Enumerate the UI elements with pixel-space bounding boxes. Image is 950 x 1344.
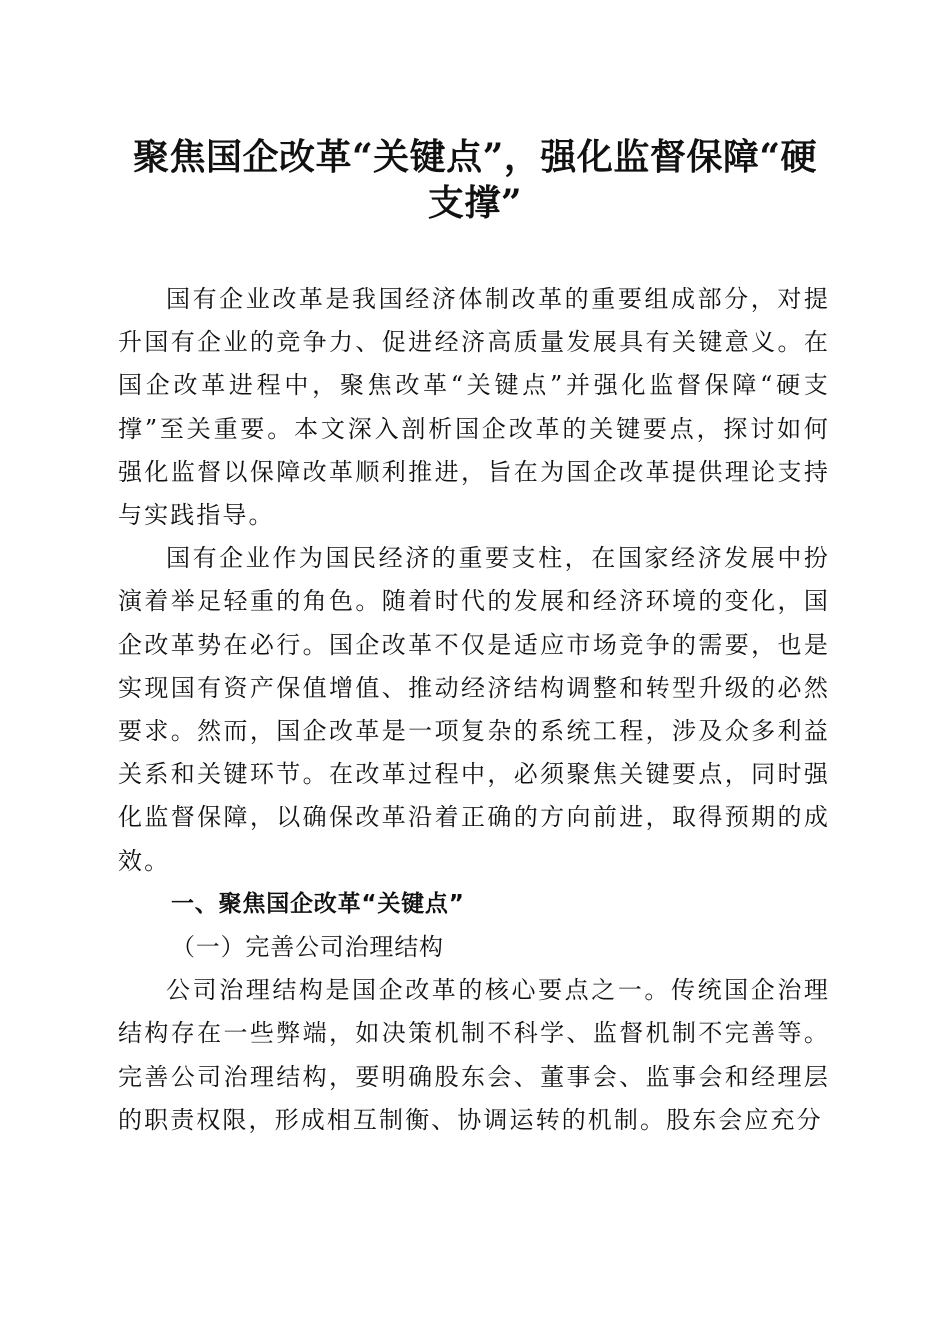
title-line-1: 聚焦国企改革“关键点”，强化监督保障“硬 (132, 136, 818, 178)
document-body (118, 278, 830, 1142)
intro-paragraph: 国有企业改革是我国经济体制改革的重要组成部分，对提升国有企业的竞争力、促进经济高质量发展具有关键意义。在国企改革进程中，聚焦改革“关键点”并强化监督保障“硬支撑”至关重要。本文深入剖析国企改革的关键要点，探讨如何强化监督以保障改革顺利推进，旨在为国企改革提供理论支持与实践指导。 (118, 285, 830, 530)
section-heading: 一、聚焦国企改革“关键点” (171, 890, 465, 917)
subsection-paragraph: 公司治理结构是国企改革的核心要点之一。传统国企治理结构存在一些弊端，如决策机制不科学、监督机制不完善等。完善公司治理结构，要明确股东会、董事会、监事会和经理层的职责权限，形成相互制衡、协调运转的机制。股东会应充分 (118, 976, 830, 1134)
title-line-2: 支撑” (427, 182, 523, 224)
background-paragraph: 国有企业作为国民经济的重要支柱，在国家经济发展中扮演着举足轻重的角色。随着时代的发展和经济环境的变化，国企改革势在必行。国企改革不仅是适应市场竞争的需要，也是实现国有资产保值增值、推动经济结构调整和转型升级的必然要求。然而，国企改革是一项复杂的系统工程，涉及众多利益关系和关键环节。在改革过程中，必须聚焦关键要点，同时强化监督保障，以确保改革沿着正确的方向前进，取得预期的成效。 (118, 544, 830, 875)
subsection-heading: （一）完善公司治理结构 (171, 933, 444, 962)
document-title (118, 134, 832, 226)
